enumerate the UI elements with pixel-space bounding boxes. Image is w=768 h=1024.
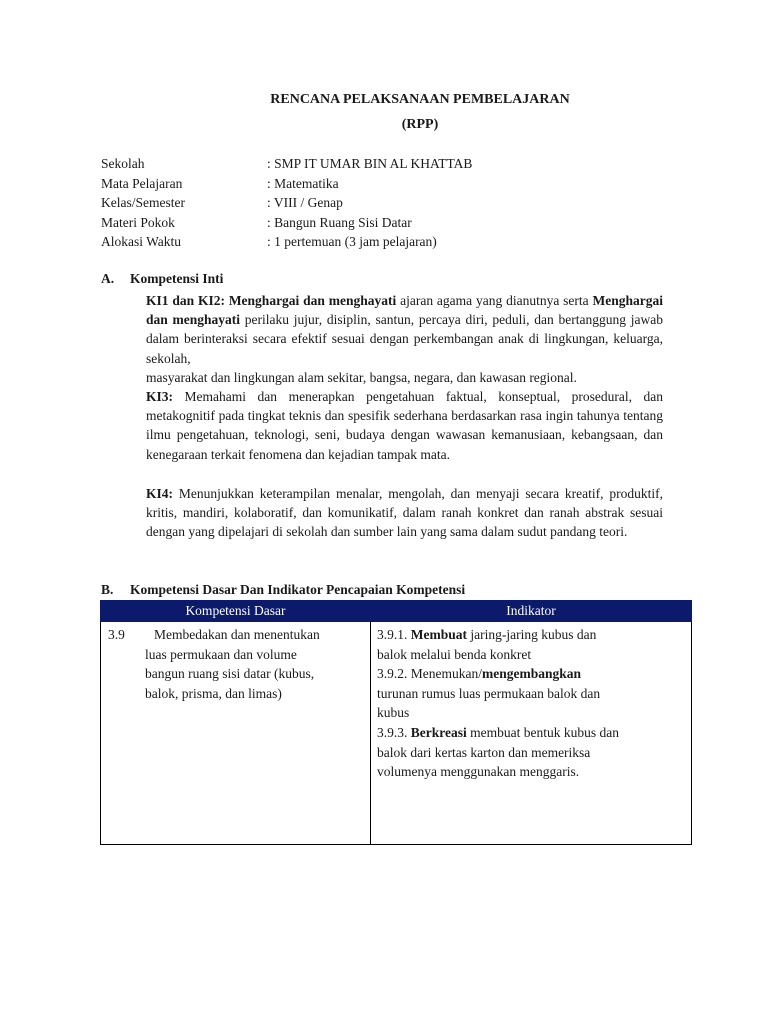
indicator-text: kubus [377,705,410,721]
column-header-indicator: Indikator [371,601,692,622]
kd-line: Membedakan dan menentukan [154,627,320,642]
info-label: Alokasi Waktu [101,234,182,249]
ki-emphasis: Menghargai dan menghayati [228,293,397,308]
ki-text: perilaku jujur, disiplin, santun, percaya diri, peduli, dan bertanggung jawab dalam berinteraksi secara efektif sesuai dengan perkembangan anak di lingkungan, keluarga, sekolah, [146,312,663,366]
indicator-verb: Membuat [410,627,467,642]
indicator-number: 3.9.3. [377,724,408,740]
competency-table [100,600,692,845]
indicator-verb: mengembangkan [481,666,581,682]
info-value: : Matematika [267,175,339,191]
indicator-cell [371,622,692,845]
indicator-text: membuat bentuk kubus dan [470,724,619,740]
column-header-kd: Kompetensi Dasar [101,601,371,622]
table-header-row [101,601,692,622]
ki-label: KI4: [146,486,173,501]
indicator-item [377,625,667,645]
section-letter: A. [101,271,115,286]
kd-line: bangun ruang sisi datar (kubus, [145,666,315,682]
kd-cell [101,622,371,845]
indicator-item [377,723,667,743]
kd-number: 3.9 [108,627,125,642]
info-label: Kelas/Semester [101,195,185,210]
ki-emphasis: Menghargai dan menghayati [146,293,663,328]
section-title: Kompetensi Inti [130,271,224,286]
ki1-ki2-continuation [146,368,706,387]
indicator-text: balok dari kertas karton dan memeriksa [377,744,591,760]
indicator-verb: Berkreasi [410,724,467,740]
ki3-paragraph [146,387,663,464]
ki-text: Menunjukkan keterampilan menalar, mengolah, dan menyaji secara kreatif, produktif, kritis, mandiri, kolaboratif, dan komunikatif, dalam ranah konkret dan ranah abstrak sesuai dengan yang dipelajari di sekolah dan sumber lain yang sama dalam sudut pandang teori. [146,486,663,540]
ki1-ki2-paragraph [146,291,663,368]
info-label: Materi Pokok [101,214,175,230]
indicator-text: volumenya menggunakan menggaris. [377,764,580,780]
section-b-heading [101,582,465,598]
info-value: : SMP IT UMAR BIN AL KHATTAB [267,156,473,171]
info-label: Sekolah [101,156,145,171]
indicator-item [377,664,667,684]
indicator-text: balok melalui benda konkret [377,646,532,662]
section-a-heading [101,271,223,287]
indicator-number: 3.9.1. [377,627,408,642]
info-label: Mata Pelajaran [101,175,183,191]
kd-line: luas permukaan dan volume [145,646,297,662]
info-value: : 1 pertemuan (3 jam pelajaran) [267,234,437,249]
indicator-list [377,625,667,782]
section-title: Kompetensi Dasar Dan Indikator Pencapaian Kompetensi [130,582,466,597]
indicator-text: turunan rumus luas permukaan balok dan [377,685,601,701]
document-title: RENCANA PELAKSANAAN PEMBELAJARAN [270,92,570,107]
info-value: : Bangun Ruang Sisi Datar [267,214,412,230]
ki-label: KI1 dan KI2: [146,293,225,308]
table-row [101,622,692,845]
indicator-text: jaring-jaring kubus dan [470,627,597,642]
ki-label: KI3: [146,389,173,404]
ki-text: Memahami dan menerapkan pengetahuan faktual, konseptual, prosedural, dan metakognitif pada tingkat teknis dan spesifik sederhana berdasarkan rasa ingin tahunya tentang ilmu pengetahuan, teknologi, seni, budaya dengan wawasan kemanusiaan, kebangsaan, dan kenegaraan terkait fenomena dan kejadian tampak mata. [146,389,664,462]
ki-text: ajaran agama yang dianutnya serta [400,293,589,308]
section-letter: B. [101,582,114,597]
indicator-number: 3.9.2. Menemukan/ [377,666,482,682]
kd-line: balok, prisma, dan limas) [145,685,282,701]
document-subtitle: (RPP) [401,117,439,132]
ki-text: masyarakat dan lingkungan alam sekitar, bangsa, negara, dan kawasan regional. [146,370,577,385]
info-value: : VIII / Genap [267,195,343,210]
ki4-paragraph [146,484,663,542]
kd-description [145,625,370,703]
